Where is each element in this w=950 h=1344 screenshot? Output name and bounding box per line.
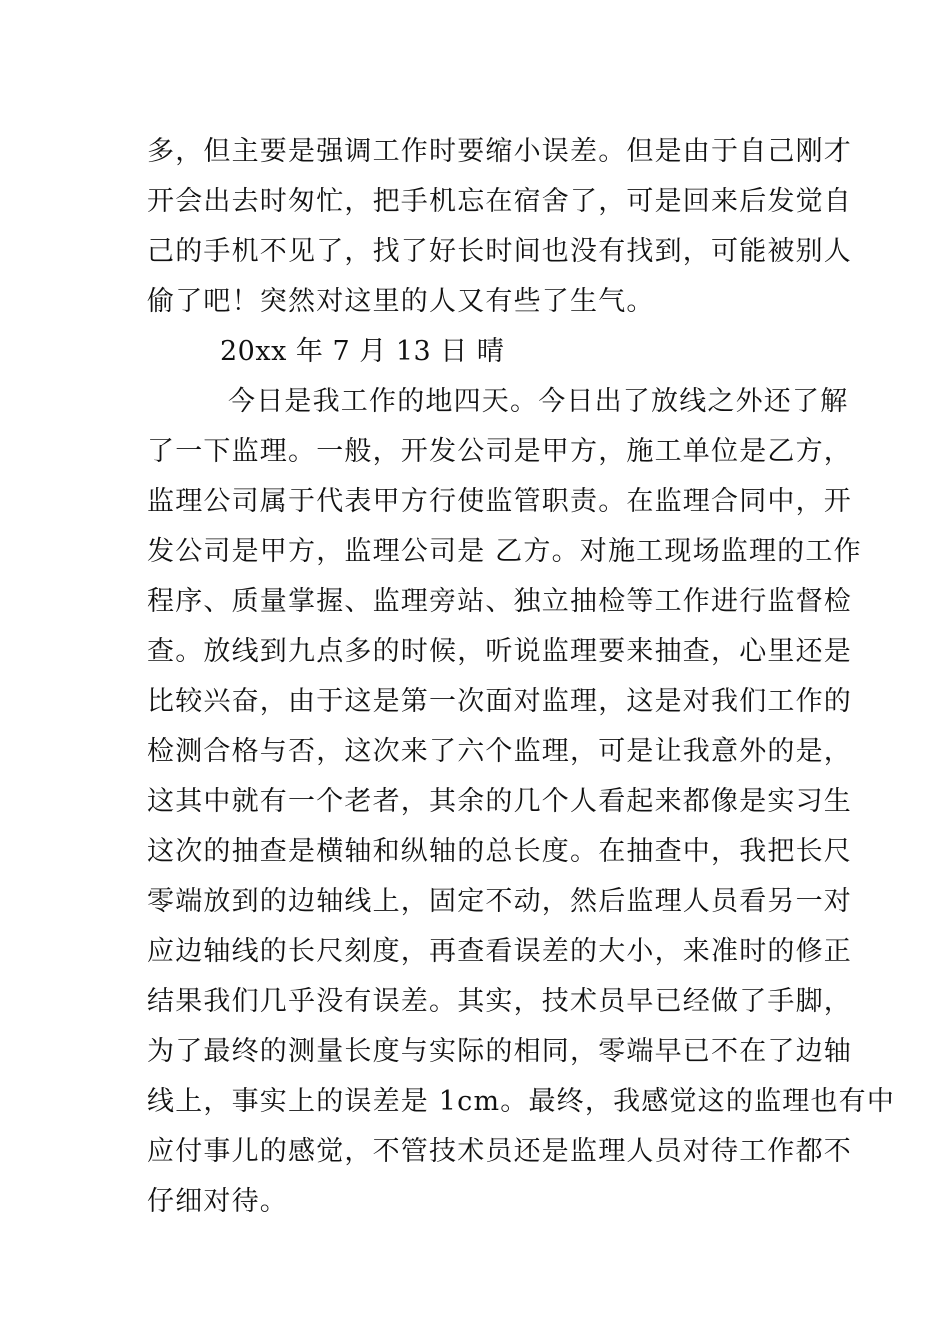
text-line: 应付事儿的感觉，不管技术员还是监理人员对待工作都不	[147, 1136, 852, 1167]
text-line: 线上，事实上的误差是 1cm。最终，我感觉这的监理也有中	[147, 1086, 896, 1117]
text-line: 偷了吧！突然对这里的人又有些了生气。	[147, 286, 655, 317]
text-line: 为了最终的测量长度与实际的相同，零端早已不在了边轴	[147, 1036, 852, 1067]
text-line: 开会出去时匆忙，把手机忘在宿舍了，可是回来后发觉自	[147, 186, 852, 217]
text-line: 监理公司属于代表甲方行使监管职责。在监理合同中，开	[147, 486, 852, 517]
text-line: 应边轴线的长尺刻度，再查看误差的大小，来准时的修正	[147, 936, 852, 967]
text-line: 这其中就有一个老者，其余的几个人看起来都像是实习生	[147, 786, 852, 817]
text-line: 程序、质量掌握、监理旁站、独立抽检等工作进行监督检	[147, 586, 852, 617]
text-line: 发公司是甲方，监理公司是 乙方。对施工现场监理的工作	[147, 536, 862, 567]
text-line: 比较兴奋，由于这是第一次面对监理，这是对我们工作的	[147, 686, 852, 717]
text-line: 结果我们几乎没有误差。其实，技术员早已经做了手脚，	[147, 986, 852, 1017]
text-line: 这次的抽查是横轴和纵轴的总长度。在抽查中，我把长尺	[147, 836, 852, 867]
text-line: 今日是我工作的地四天。今日出了放线之外还了解	[228, 386, 849, 417]
text-line: 仔细对待。	[147, 1186, 288, 1217]
text-line: 零端放到的边轴线上，固定不动，然后监理人员看另一对	[147, 886, 852, 917]
text-line: 了一下监理。一般，开发公司是甲方，施工单位是乙方，	[147, 436, 852, 467]
text-line: 查。放线到九点多的时候，听说监理要来抽查，心里还是	[147, 636, 852, 667]
text-line: 己的手机不见了，找了好长时间也没有找到，可能被别人	[147, 236, 852, 267]
text-line: 多，但主要是强调工作时要缩小误差。但是由于自己刚才	[147, 136, 852, 167]
text-line: 检测合格与否，这次来了六个监理，可是让我意外的是，	[147, 736, 852, 767]
diary-date: 20xx 年 7 月 13 日 晴	[220, 336, 505, 367]
